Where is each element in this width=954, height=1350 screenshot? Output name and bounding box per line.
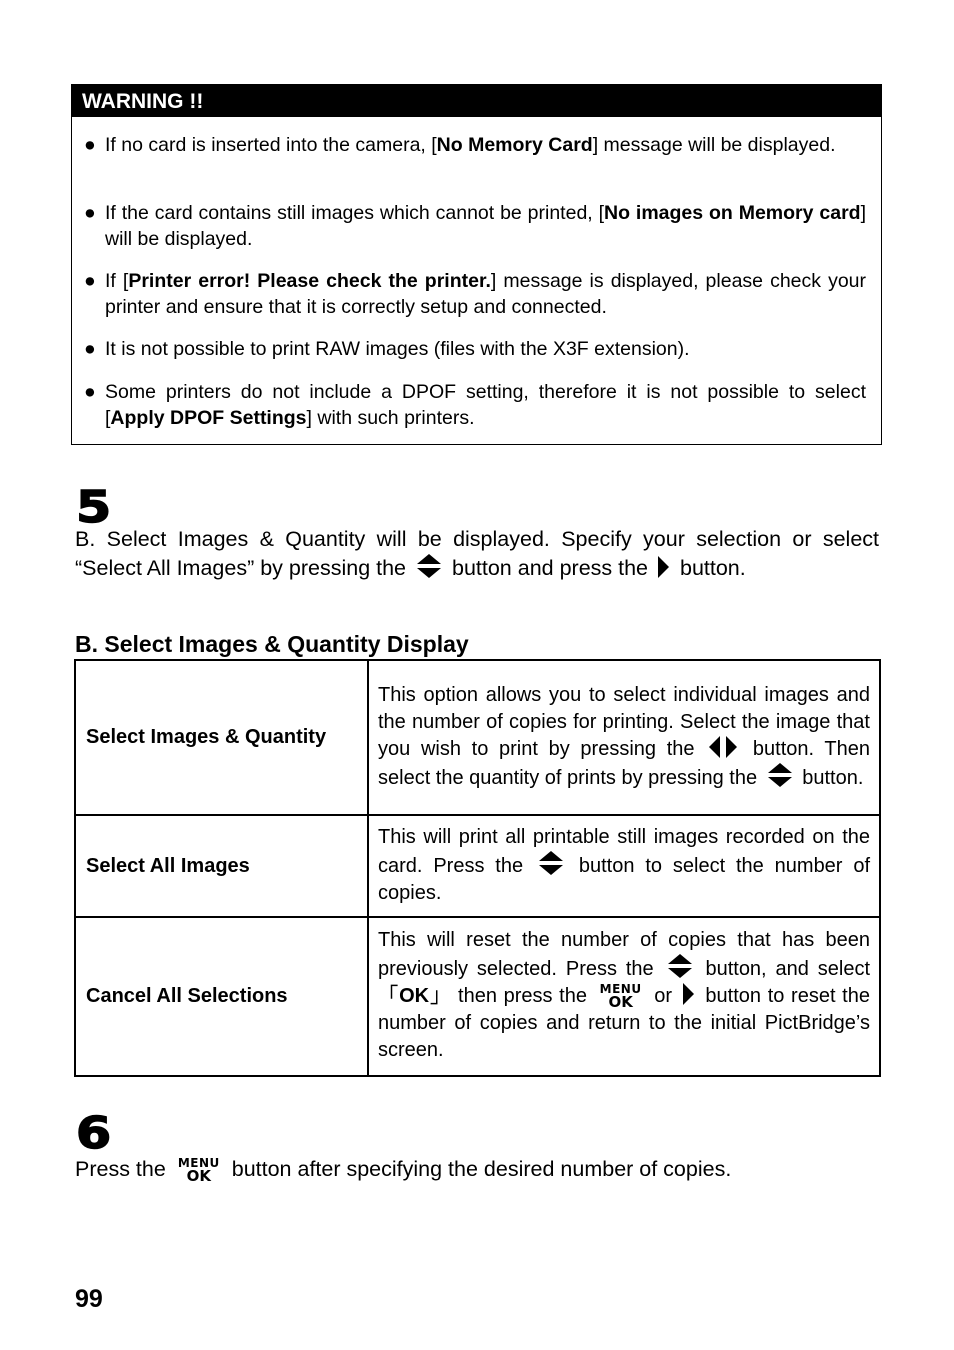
option-name: Cancel All Selections: [75, 917, 368, 1076]
warning-box: [71, 84, 882, 445]
step5-text: B. Select Images & Quantity will be displayed. Specify your selection or select “Select All Images” by pressing the button and press the button.: [75, 527, 879, 580]
option-name: Select All Images: [75, 815, 368, 917]
right-arrow-icon: [683, 983, 695, 1005]
left-right-arrow-icon: [709, 736, 738, 758]
option-description: This option allows you to select individual images and the number of copies for printing. Select the image that you wish to print by pressing the button. Then select the quantity of prints by pressing the button.: [368, 660, 880, 815]
step-number-6: 6: [76, 1108, 112, 1159]
warning-item: ● If [Printer error! Please check the printer.] message is displayed, please check your printer and ensure that it is correctly setup and connected.: [84, 270, 866, 318]
up-down-arrow-icon: [667, 954, 693, 978]
up-down-arrow-icon: [538, 851, 564, 875]
table-row: [75, 815, 880, 917]
warning-title: WARNING !!: [72, 85, 881, 117]
page-number: 99: [75, 1285, 103, 1313]
step6-text: Press the MENU OK button after specifying the desired number of copies.: [75, 1156, 732, 1185]
warning-item: ● If the card contains still images which cannot be printed, [No images on Memory card] will be displayed.: [84, 202, 866, 250]
right-arrow-icon: [658, 556, 670, 578]
bullet-icon: ●: [84, 338, 96, 360]
menu-ok-icon: MENU OK: [599, 982, 642, 1011]
step-number-5: 5: [76, 482, 112, 533]
table-row: [75, 917, 880, 1076]
bullet-icon: ●: [84, 270, 96, 292]
option-name: Select Images & Quantity: [75, 660, 368, 815]
section-title: B. Select Images & Quantity Display: [75, 631, 469, 657]
option-description: This will reset the number of copies that has been previously selected. Press the button, and select 「OK」 then press the MENU OK or button to reset the number of copies and return to the initial PictBridge’s screen.: [368, 917, 880, 1076]
bullet-icon: ●: [84, 381, 96, 403]
up-down-arrow-icon: [767, 763, 793, 787]
warning-item: ● Some printers do not include a DPOF setting, therefore it is not possible to select [Apply DPOF Settings] with such printers.: [84, 381, 866, 429]
warning-item: ● It is not possible to print RAW images (files with the X3F extension).: [84, 338, 690, 360]
option-description: This will print all printable still images recorded on the card. Press the button to select the number of copies.: [368, 815, 880, 917]
ok-label: 「OK」: [378, 985, 452, 1007]
menu-ok-icon: MENU OK: [177, 1156, 220, 1185]
options-table: [74, 659, 881, 1077]
up-down-arrow-icon: [416, 554, 442, 578]
bullet-icon: ●: [84, 134, 96, 156]
table-row: [75, 660, 880, 815]
bullet-icon: ●: [84, 202, 96, 224]
warning-item: ● If no card is inserted into the camera, [No Memory Card] message will be displayed.: [84, 134, 836, 156]
